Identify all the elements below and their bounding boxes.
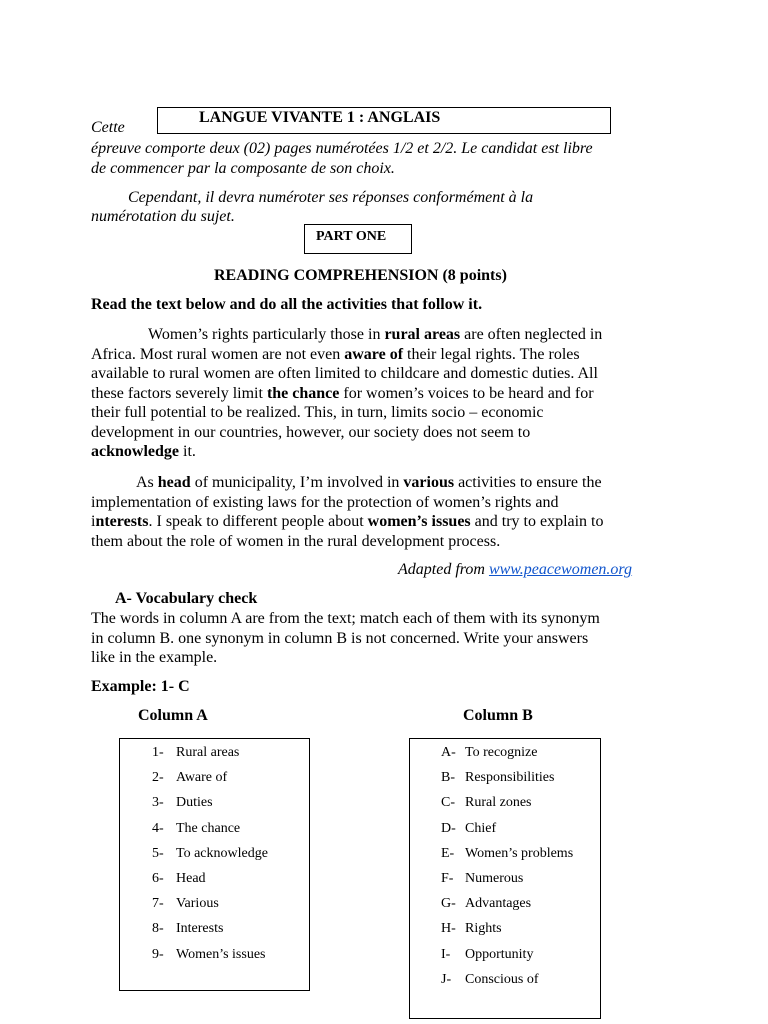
list-item: [441, 972, 539, 988]
list-item-text: Conscious of: [465, 971, 539, 987]
vocab-heading: A- Vocabulary check: [115, 590, 258, 607]
list-item-text: Aware of: [176, 770, 228, 786]
intro-line-2: de commencer par la composante de son choix.: [91, 160, 395, 177]
list-item: [152, 770, 227, 786]
list-item-text: Numerous: [465, 871, 524, 886]
passage-paragraph-1: [91, 325, 691, 462]
part-box: [304, 224, 412, 254]
list-item: [441, 795, 531, 811]
list-item-text: Rural zones: [465, 795, 532, 811]
list-item: [152, 921, 223, 937]
list-item-number: 1-: [152, 745, 164, 760]
list-item-text: Women’s problems: [465, 845, 574, 861]
list-item-number: E-: [441, 845, 455, 861]
source-citation: Adapted from www.peacewomen.org: [398, 561, 633, 578]
list-item: [441, 921, 502, 937]
list-item: [152, 871, 206, 887]
list-item-text: Duties: [176, 795, 213, 811]
list-item: [152, 896, 219, 912]
list-item-number: D-: [441, 820, 456, 836]
list-item-number: 8-: [152, 921, 164, 937]
list-item: [441, 770, 554, 786]
p1-line: Africa. Most rural women are not even aware of their legal rights. The roles: [91, 345, 580, 363]
title-box: [157, 107, 611, 134]
list-item: [152, 821, 240, 837]
list-item-text: The chance: [176, 820, 241, 836]
list-item-text: Women’s issues: [176, 946, 266, 962]
vocab-instructions: [91, 609, 600, 668]
part-label: PART ONE: [316, 229, 387, 244]
section-title: READING COMPREHENSION (8 points): [214, 267, 507, 284]
p2-line: implementation of existing laws for the protection of women’s rights and: [91, 493, 559, 511]
list-item-number: C-: [441, 795, 455, 811]
column-b-title: Column B: [463, 707, 533, 724]
list-item: [152, 947, 265, 963]
list-item-text: Responsibilities: [465, 770, 555, 786]
passage-paragraph-2: [91, 473, 691, 551]
p2-line: As head of municipality, I’m involved in various activities to ensure the: [136, 474, 602, 491]
list-item-text: Rural areas: [176, 745, 240, 760]
p2-line: them about the role of women in the rural development process.: [91, 532, 501, 550]
p1-line: these factors severely limit the chance for women’s voices to be heard and for: [91, 384, 594, 402]
list-item: [441, 947, 533, 963]
list-item-number: G-: [441, 896, 456, 912]
list-item: [441, 821, 496, 837]
list-item-number: 3-: [152, 795, 164, 811]
list-item: [441, 846, 573, 862]
list-item-number: 9-: [152, 946, 164, 962]
column-a-box: [119, 738, 310, 991]
list-item: [152, 745, 239, 761]
list-item-number: 4-: [152, 820, 164, 836]
list-item-text: To acknowledge: [176, 845, 268, 861]
list-item-number: F-: [441, 871, 454, 886]
intro-word: Cette: [91, 119, 125, 136]
source-link[interactable]: www.peacewomen.org: [488, 561, 633, 578]
column-b-box: [409, 738, 601, 1019]
p2-line: interests. I speak to different people about women’s issues and try to explain to: [91, 513, 604, 530]
list-item-text: Rights: [465, 921, 502, 937]
list-item-number: J-: [441, 971, 452, 987]
example: Example: 1- C: [91, 678, 190, 695]
vocab-instr-line: in column B. one synonym in column B is not concerned. Write your answers: [91, 629, 589, 647]
vocab-instr-line: The words in column A are from the text; match each of them with its synonym: [91, 610, 600, 627]
list-item-number: A-: [441, 745, 456, 760]
list-item-number: H-: [441, 921, 456, 937]
list-item-number: I-: [441, 946, 451, 962]
list-item-number: 7-: [152, 896, 164, 912]
p1-line: acknowledge it.: [91, 443, 196, 460]
exam-title: LANGUE VIVANTE 1 : ANGLAIS: [199, 109, 441, 126]
list-item-text: Chief: [465, 820, 497, 836]
list-item-text: Interests: [176, 921, 224, 937]
p1-line: Women’s rights particularly those in rural areas are often neglected in: [148, 326, 603, 343]
vocab-instr-line: like in the example.: [91, 649, 218, 666]
list-item: [152, 846, 268, 862]
list-item: [441, 745, 537, 761]
list-item: [152, 795, 213, 811]
p1-line: development in our countries, however, our society does not seem to: [91, 423, 531, 441]
list-item-text: Advantages: [465, 896, 532, 912]
note-line-2: numérotation du sujet.: [91, 208, 235, 225]
column-a-title: Column A: [138, 707, 208, 724]
list-item-text: Various: [176, 896, 219, 912]
list-item-number: B-: [441, 770, 455, 786]
list-item-number: 5-: [152, 845, 164, 861]
p1-line: their full potential to be realized. This, in turn, limits socio – economic: [91, 404, 544, 421]
list-item-number: 2-: [152, 770, 164, 786]
list-item-text: Opportunity: [465, 946, 534, 962]
list-item-text: Head: [176, 871, 206, 886]
p1-line: available to rural women are often limited to childcare and domestic duties. All: [91, 365, 598, 382]
note-line-1: Cependant, il devra numéroter ses réponses conformément à la: [128, 189, 534, 206]
list-item: [441, 896, 531, 912]
intro-line-1: épreuve comporte deux (02) pages numérotées 1/2 et 2/2. Le candidat est libre: [91, 140, 593, 157]
list-item: [441, 871, 523, 887]
list-item-number: 6-: [152, 871, 164, 886]
instruction: Read the text below and do all the activities that follow it.: [91, 296, 483, 313]
list-item-text: To recognize: [465, 745, 538, 760]
